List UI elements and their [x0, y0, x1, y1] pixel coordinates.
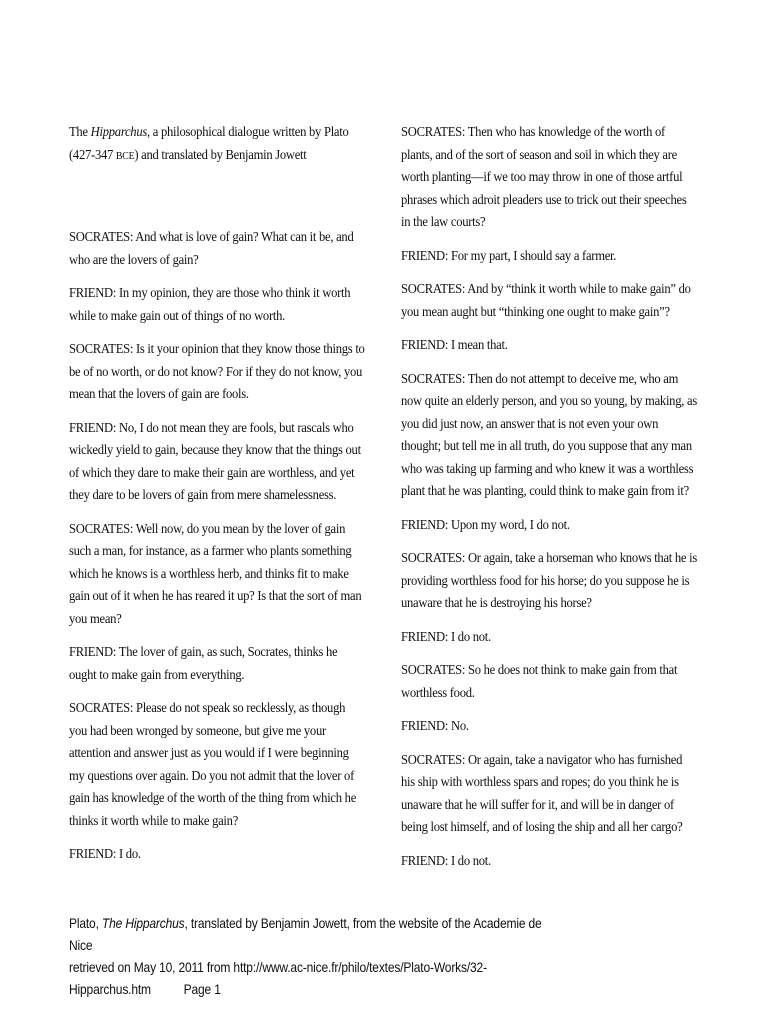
dialogue-paragraph: SOCRATES: And what is love of gain? What can it be, and who are the lovers of gain? [69, 230, 354, 268]
dialogue-paragraph: SOCRATES: So he does not think to make gain from that worthless food. [401, 663, 678, 701]
dialogue-paragraph: SOCRATES: Then who has knowledge of the worth of plants, and of the sort of season and soil in which they are worth planting—if we too may throw in one of those artful phrases which adroit pleaders use to trick out their speeches in the law courts? [401, 125, 687, 230]
intro-paragraph [69, 122, 366, 167]
dialogue-paragraph: SOCRATES: Well now, do you mean by the lover of gain such a man, for instance, as a farmer who plants something which he knows is a worthless herb, and thinks fit to make gain out of it when he has reared it up? Is that the sort of man you mean? [69, 521, 362, 627]
intro-suffix: ) and translated by Benjamin Jowett [134, 147, 307, 163]
dialogue-paragraph: FRIEND: No. [401, 719, 469, 734]
dialogue-paragraph: FRIEND: For my part, I should say a farmer. [401, 248, 617, 264]
dialogue-paragraph: FRIEND: In my opinion, they are those who think it worth while to make gain out of things of no worth. [69, 286, 351, 324]
page-footer [69, 912, 551, 1000]
dialogue-paragraph: FRIEND: Upon my word, I do not. [401, 517, 570, 533]
dialogue-paragraph: SOCRATES: Then do not attempt to deceive me, who am now quite an elderly person, and you so young, by making, as you did just now, an answer that is not even your own thought; but tell me in all truth, do you suppose that any man who was taking up farming and who knew it was a worthless plant that he was planting, could think to make gain from it? [401, 371, 697, 499]
dialogue-paragraph: SOCRATES: And by “think it worth while to make gain” do you mean aught but “thinking one ought to make gain”? [401, 282, 691, 320]
dialogue-paragraph: FRIEND: I do not. [401, 853, 491, 869]
work-title: Hipparchus [90, 125, 148, 140]
footer-prefix: Plato, [69, 915, 102, 931]
page-number: Page 1 [183, 981, 221, 997]
dialogue-paragraph: FRIEND: No, I do not mean they are fools, but rascals who wickedly yield to gain, because they know that the things out of which they dare to make their gain are worthless, and yet they dare to be lovers of gain from mere shamelessness. [69, 420, 361, 503]
footer-work-title: The Hipparchus [101, 915, 185, 931]
dialogue-paragraph: FRIEND: I do. [69, 847, 141, 862]
intro-prefix: The [69, 125, 91, 140]
dialogue-paragraph: SOCRATES: Is it your opinion that they know those things to be of no worth, or do not know? For if they do not know, you mean that the lovers of gain are fools. [69, 342, 365, 402]
dialogue-paragraph: SOCRATES: Please do not speak so recklessly, as though you had been wronged by someone, but give me your attention and answer just as you would if I were beginning my questions over again. Do you not admit that the lover of gain has knowledge of the worth of the thing from which he thinks it worth while to make gain? [69, 701, 357, 829]
era-abbreviation: BCE [115, 149, 135, 162]
dialogue-paragraph: FRIEND: The lover of gain, as such, Socrates, thinks he ought to make gain from everything. [69, 645, 338, 683]
footer-suffix: , translated by Benjamin Jowett, from the website of the Academie de Nice [69, 915, 542, 953]
footer-retrieval-line [69, 956, 551, 1000]
dialogue-paragraph: FRIEND: I mean that. [401, 338, 508, 353]
footer-retrieval-text: retrieved on May 10, 2011 from http://www.ac-nice.fr/philo/textes/Plato-Works/32-Hipparchus.htm [69, 959, 487, 997]
right-column [401, 122, 698, 884]
dialogue-paragraph: SOCRATES: Or again, take a navigator who has furnished his ship with worthless spars and ropes; do you think he is unaware that he will suffer for it, and will be in danger of being lost himself, and of losing the ship and all her cargo? [401, 752, 683, 835]
intro-middle: , a philosophical dialogue written by Plato (427-347 [69, 125, 349, 163]
dialogue-paragraph: FRIEND: I do not. [401, 629, 491, 645]
dialogue-paragraph: SOCRATES: Or again, take a horseman who knows that he is providing worthless food for his horse; do you suppose he is unaware that he is destroying his horse? [401, 551, 697, 611]
left-column [69, 122, 366, 878]
footer-citation-line [69, 912, 551, 956]
